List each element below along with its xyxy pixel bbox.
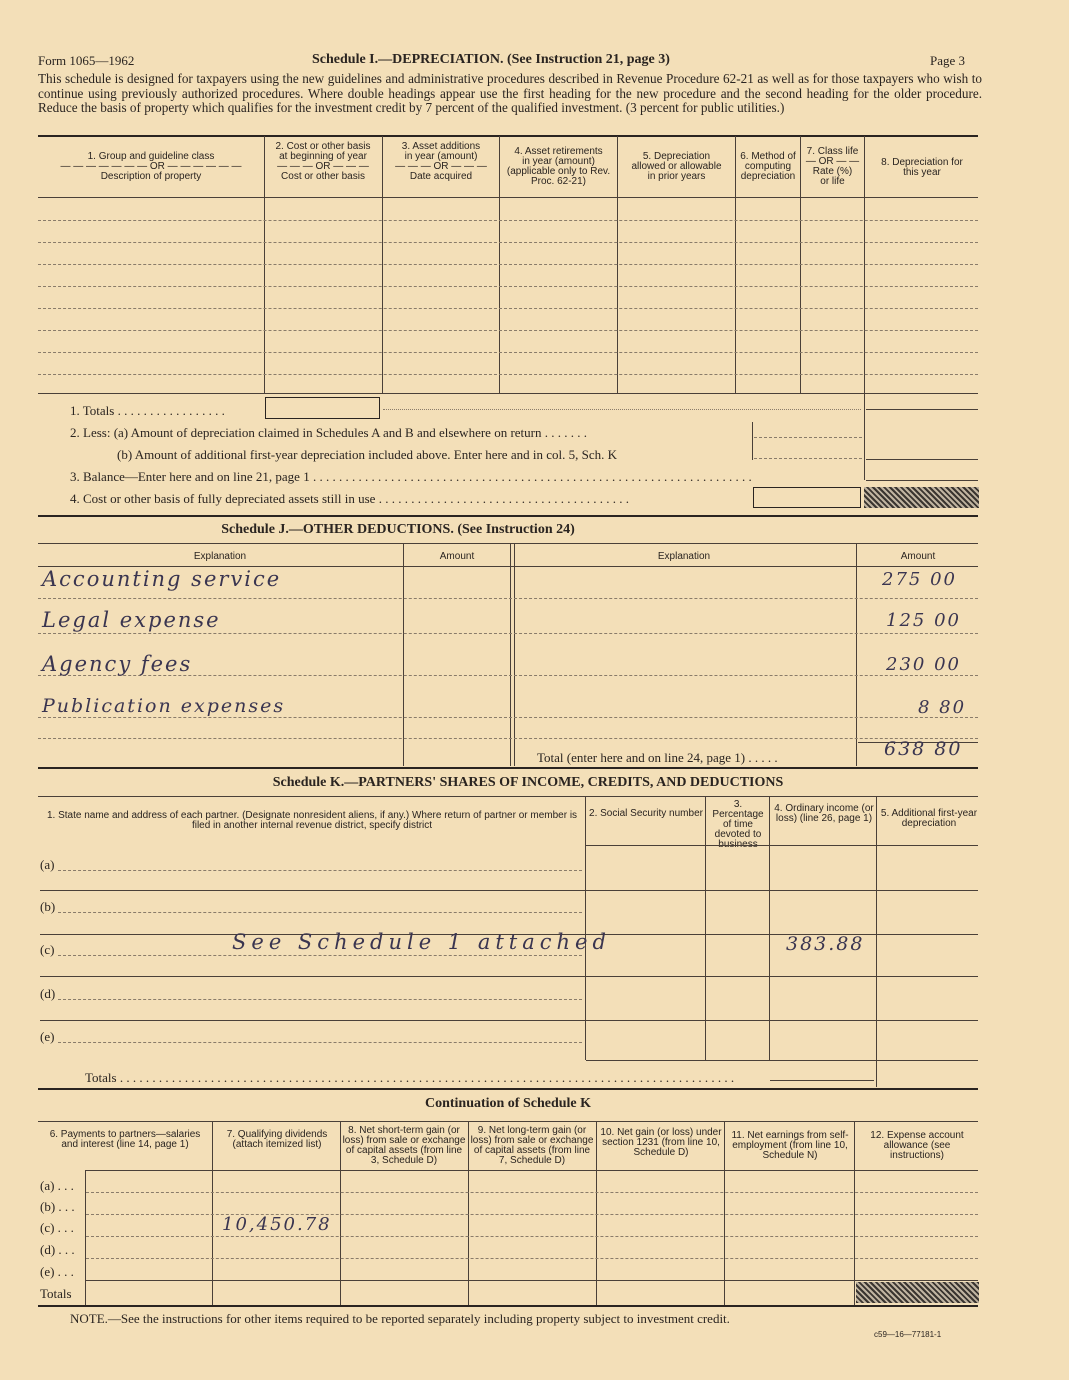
sched-j-amount-header-left: Amount — [439, 551, 475, 562]
sched-i-line2b-label: (b) Amount of additional first-year depreciation included above. Enter here and in col. 5, Sch. K — [117, 447, 617, 462]
sched-k-col2-header: 2. Social Security number — [589, 808, 703, 819]
sched-j-row2-explanation: Legal expense — [42, 608, 221, 632]
sched-i-col3-header: 3. Asset additions in year (amount) — — — OR — — — Date acquired — [395, 141, 487, 182]
continuation-title: Continuation of Schedule K — [424, 1096, 592, 1111]
shaded-block — [864, 487, 979, 508]
cont-col10-header: 10. Net gain (or loss) under section 1231 (from line 10, Schedule D) — [600, 1127, 722, 1158]
sched-j-amount-header-right: Amount — [900, 551, 936, 562]
sched-i-totals-box[interactable] — [265, 397, 380, 419]
sched-i-col4-header: 4. Asset retirements in year (amount) (applicable only to Rev. Proc. 62-21) — [506, 146, 611, 187]
cont-col6-header: 6. Payments to partners—salaries and interest (line 14, page 1) — [49, 1129, 201, 1150]
sched-i-line2a-label: 2. Less: (a) Amount of depreciation claimed in Schedules A and B and elsewhere on return . . . . . . . — [70, 425, 587, 440]
sched-k-row-d-label: (d) — [40, 986, 56, 1001]
sched-i-col7-header: 7. Class life — OR — — Rate (%) or life — [805, 146, 860, 187]
sched-j-row4-explanation: Publication expenses — [42, 695, 286, 717]
page-number: Page 3 — [930, 53, 966, 68]
sched-i-col8-header: 8. Depreciation for this year — [881, 157, 963, 178]
sched-k-row-b-label: (b) — [40, 899, 56, 914]
cont-row-a-label: (a) . . . — [40, 1178, 74, 1193]
sched-k-col1-header: 1. State name and address of each partner. (Designate nonresident aliens, if any.) Where return of partner or member is filed in another internal revenue district, specify district — [46, 810, 578, 831]
sched-k-row-a-label: (a) — [40, 857, 55, 872]
sched-k-row-e-label: (e) — [40, 1029, 55, 1044]
cont-col9-header: 9. Net long-term gain (or loss) from sale or exchange of capital assets (from line 7, Schedule D) — [470, 1125, 594, 1166]
sched-j-explanation-header-left: Explanation — [193, 551, 247, 562]
form-code: c59—16—77181-1 — [874, 1330, 942, 1339]
sched-i-col1-header: 1. Group and guideline class — — — — — — — OR — — — — — — Description of property — [60, 151, 242, 182]
cont-col8-header: 8. Net short-term gain (or loss) from sale or exchange of capital assets (from line 3, Schedule D) — [342, 1125, 466, 1166]
sched-i-col5-header: 5. Depreciation allowed or allowable in prior years — [631, 151, 722, 182]
sched-i-line1-label: 1. Totals . . . . . . . . . . . . . . . . . — [70, 403, 225, 418]
sched-i-col2-header: 2. Cost or other basis at beginning of year — — — OR — — — Cost or other basis — [275, 141, 371, 182]
cont-shaded-block — [856, 1282, 979, 1303]
cont-totals-label: Totals — [40, 1286, 72, 1301]
sched-j-row3-explanation: Agency fees — [42, 652, 193, 676]
cont-row-d-label: (d) . . . — [40, 1242, 75, 1257]
sched-i-line4-box[interactable] — [753, 487, 861, 508]
sched-k-col5-header: 5. Additional first-year depreciation — [880, 808, 978, 829]
sched-j-total-amount: 638 80 — [884, 738, 963, 760]
sched-k-totals-label: Totals . . . . . . . . . . . . . . . . . . . . . . . . . . . . . . . . . . . . . . . . . . . . . . . . . . . . . . . . . . . . . . . . . . . . . . . . . . . . . . . . . . . . . . . . . . . . . . . — [85, 1070, 735, 1085]
cont-col11-header: 11. Net earnings from self-employment (from line 10, Schedule N) — [731, 1130, 849, 1161]
sched-k-row-c-income: 383.88 — [786, 933, 865, 955]
sched-j-row1-explanation: Accounting service — [42, 567, 282, 591]
intro-paragraph: This schedule is designed for taxpayers using the new guidelines and administrative procedures described in Revenue Procedure 62-21 as well as for those taxpayers who wish to continue using previously authorized procedures. Where double headings appear use the first heading for the new procedure and the second heading for the older procedure. Reduce the basis of property which qualifies for the investment credit by 7 percent of the qualified investment. (3 percent for public utilities.) — [38, 71, 982, 115]
form-number: Form 1065—1962 — [38, 53, 135, 68]
sched-k-col3-header: 3. Percentage of time devoted to business — [712, 799, 764, 850]
schedule-j-title: Schedule J.—OTHER DEDUCTIONS. (See Instruction 24) — [221, 522, 575, 537]
cont-row-c-dividends: 10,450.78 — [222, 1214, 332, 1235]
sched-k-row-c-partner: See Schedule 1 attached — [232, 930, 611, 954]
cont-col12-header: 12. Expense account allowance (see instructions) — [870, 1130, 964, 1161]
sched-k-row-c-label: (c) — [40, 942, 55, 957]
sched-i-line3-label: 3. Balance—Enter here and on line 21, page 1 . . . . . . . . . . . . . . . . . . . . . . . . . . . . . . . . . . . . . . . . . . . . . . . . . . . . . . . . . . . . . . . . . . . . — [70, 469, 752, 484]
cont-row-c-label: (c) . . . — [40, 1220, 74, 1235]
sched-j-row3-amount: 230 00 — [886, 654, 961, 675]
sched-j-row4-amount: 8 80 — [918, 697, 967, 718]
note-text: NOTE.—See the instructions for other items required to be reported separately including property subject to investment credit. — [70, 1311, 730, 1326]
sched-j-total-label: Total (enter here and on line 24, page 1) . . . . . — [537, 750, 778, 765]
cont-row-e-label: (e) . . . — [40, 1264, 74, 1279]
sched-j-row2-amount: 125 00 — [886, 610, 961, 631]
cont-row-b-label: (b) . . . — [40, 1199, 75, 1214]
schedule-k-title: Schedule K.—PARTNERS' SHARES OF INCOME, CREDITS, AND DEDUCTIONS — [272, 775, 784, 790]
schedule-i-title: Schedule I.—DEPRECIATION. (See Instruction 21, page 3) — [312, 52, 670, 67]
sched-i-col6-header: 6. Method of computing depreciation — [740, 151, 796, 182]
sched-j-explanation-header-right: Explanation — [657, 551, 711, 562]
sched-i-line4-label: 4. Cost or other basis of fully depreciated assets still in use . . . . . . . . . . . . . . . . . . . . . . . . . . . . . . . . . . . . . . . — [70, 491, 629, 506]
cont-col7-header: 7. Qualifying dividends (attach itemized list) — [226, 1129, 328, 1150]
sched-k-col4-header: 4. Ordinary income (or loss) (line 26, page 1) — [774, 803, 874, 824]
sched-j-row1-amount: 275 00 — [882, 569, 957, 590]
